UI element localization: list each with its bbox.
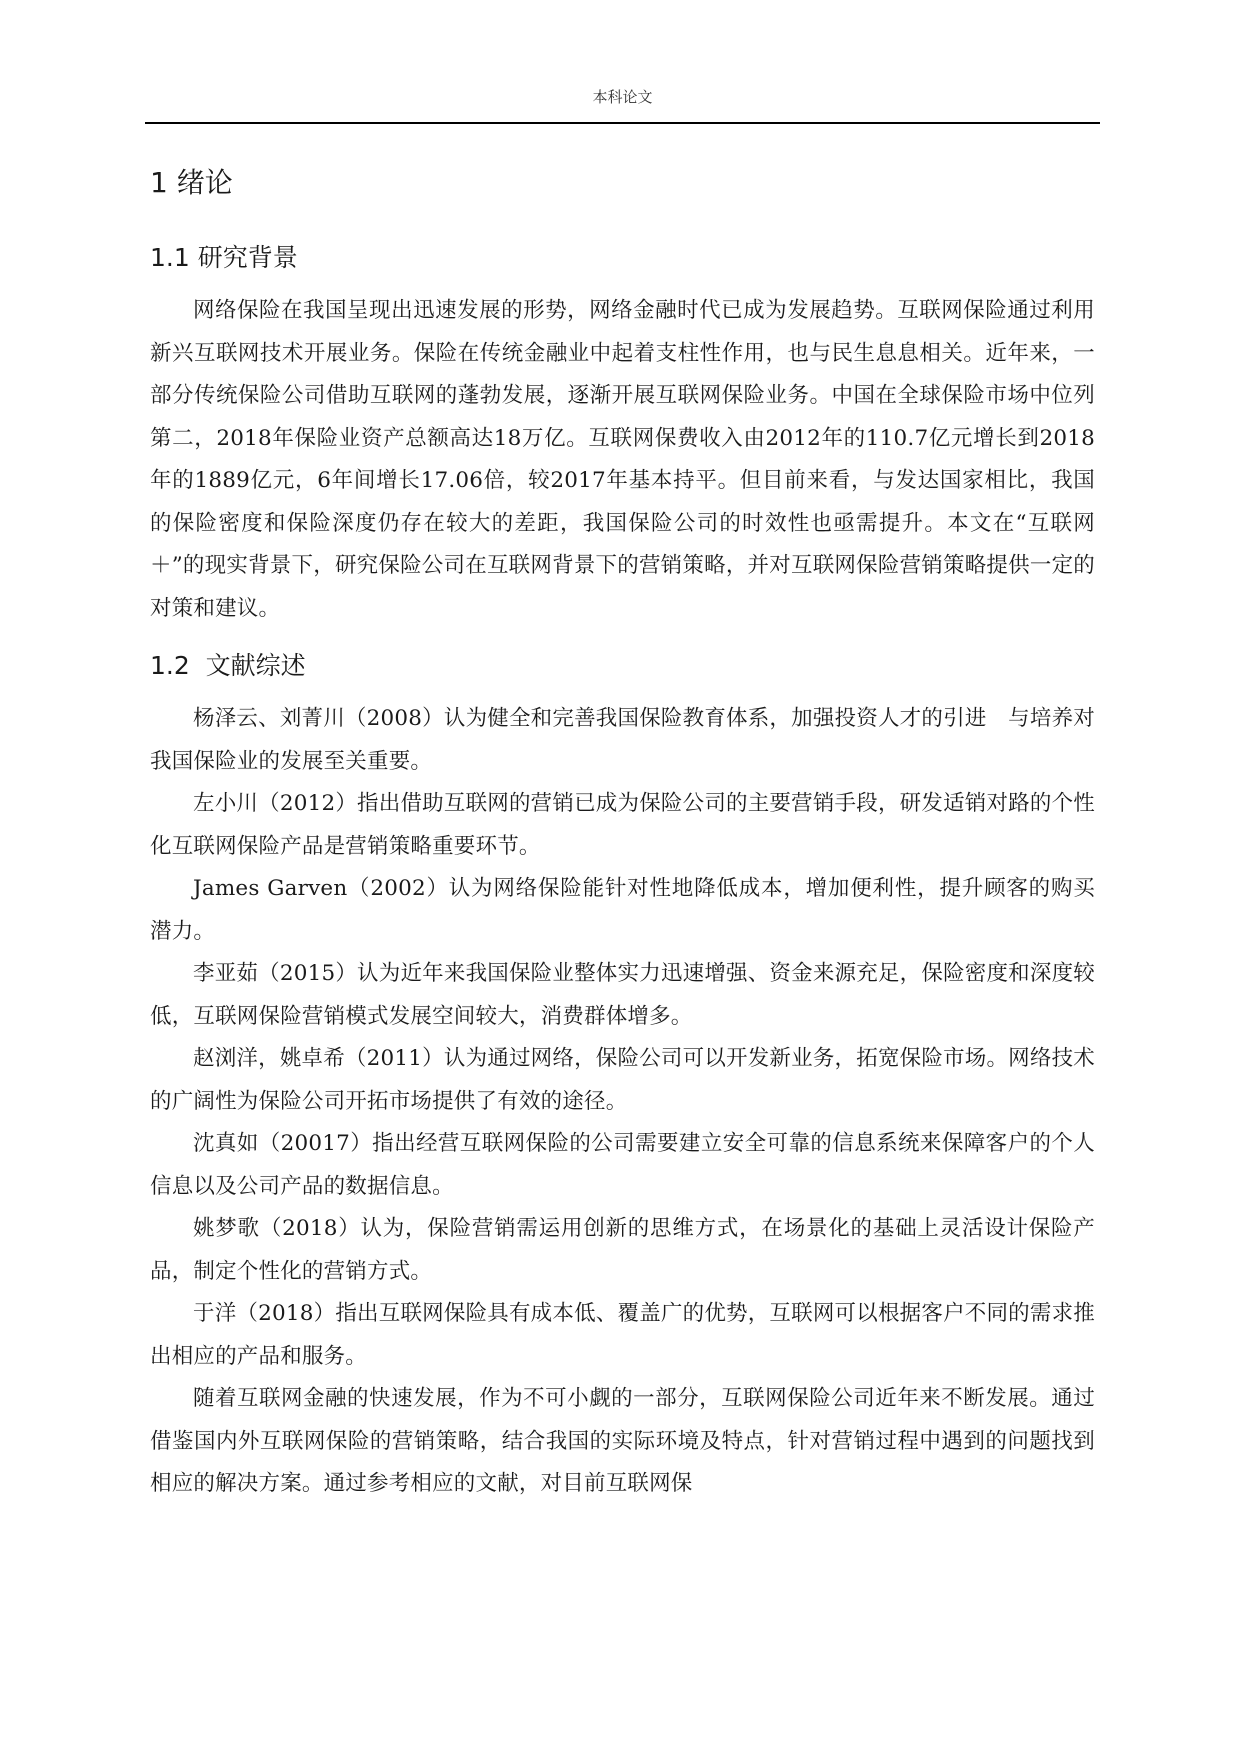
page-header (145, 84, 1100, 124)
section-title: 研究背景 (197, 243, 298, 272)
section-number: 1.1 (150, 243, 190, 272)
paragraph-review: 沈真如（20017）指出经营互联网保险的公司需要建立安全可靠的信息系统来保障客户的个人信息以及公司产品的数据信息。 (150, 1131, 1095, 1199)
chapter-heading (150, 158, 1095, 208)
paragraph-review: 左小川（2012）指出借助互联网的营销已成为保险公司的主要营销手段，研发适销对路的个性化互联网保险产品是营销策略重要环节。 (150, 791, 1095, 859)
paragraph-review: 赵浏洋，姚卓希（2011）认为通过网络，保险公司可以开发新业务，拓宽保险市场。网络技术的广阔性为保险公司开拓市场提供了有效的途径。 (150, 1046, 1095, 1114)
paragraph-review: 李亚茹（2015）认为近年来我国保险业整体实力迅速增强、资金来源充足，保险密度和深度较低，互联网保险营销模式发展空间较大，消费群体增多。 (150, 961, 1095, 1029)
section-title: 文献综述 (205, 651, 306, 680)
paragraph-summary: 随着互联网金融的快速发展，作为不可小觑的一部分，互联网保险公司近年来不断发展。通过借鉴国内外互联网保险的营销策略，结合我国的实际环境及特点，针对营销过程中遇到的问题找到相应的解决方案。通过参考相应的文献，对目前互联网保 (150, 1386, 1095, 1496)
chapter-number: 1 (150, 166, 168, 199)
section-number: 1.2 (150, 651, 190, 680)
section-heading-1-1 (150, 236, 1095, 280)
section-heading-1-2 (150, 644, 1095, 688)
header-title: 本科论文 (592, 88, 653, 106)
paragraph-review: James Garven（2002）认为网络保险能针对性地降低成本，增加便利性，提升顾客的购买潜力。 (150, 876, 1095, 944)
paragraph-review: 杨泽云、刘菁川（2008）认为健全和完善我国保险教育体系，加强投资人才的引进 与培养对我国保险业的发展至关重要。 (150, 706, 1095, 774)
paragraph-review: 于洋（2018）指出互联网保险具有成本低、覆盖广的优势，互联网可以根据客户不同的需求推出相应的产品和服务。 (150, 1301, 1095, 1369)
paragraph-background: 网络保险在我国呈现出迅速发展的形势，网络金融时代已成为发展趋势。互联网保险通过利用新兴互联网技术开展业务。保险在传统金融业中起着支柱性作用，也与民生息息相关。近年来，一部分传统保险公司借助互联网的蓬勃发展，逐渐开展互联网保险业务。中国在全球保险市场中位列第二，2018年保险业资产总额高达18万亿。互联网保费收入由2012年的110.7亿元增长到2018年的1889亿元，6年间增长17.06倍，较2017年基本持平。但目前来看，与发达国家相比，我国的保险密度和保险深度仍存在较大的差距，我国保险公司的时效性也亟需提升。本文在“互联网＋”的现实背景下，研究保险公司在互联网背景下的营销策略，并对互联网保险营销策略提供一定的对策和建议。 (150, 298, 1095, 621)
chapter-title: 绪论 (176, 166, 233, 199)
document-body (150, 158, 1095, 1506)
paragraph-review: 姚梦歌（2018）认为，保险营销需运用创新的思维方式，在场景化的基础上灵活设计保险产品，制定个性化的营销方式。 (150, 1216, 1095, 1284)
